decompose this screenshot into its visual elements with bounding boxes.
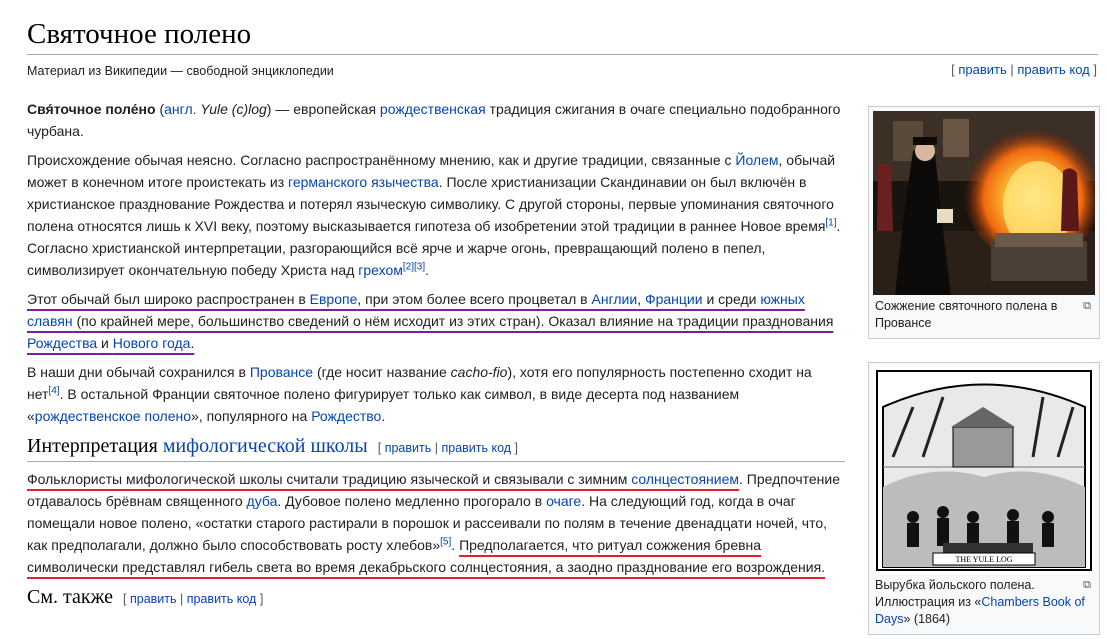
page-edit-links: [ править | править код ] <box>951 62 1097 77</box>
page-subtitle: Материал из Википедии — свободной энциклопедии <box>27 64 334 78</box>
link-buche-de-noel[interactable]: рождественское полено <box>34 408 192 424</box>
article-term: Свя́точное поле́но <box>27 101 156 117</box>
intro-paragraph: Свя́точное поле́но (англ. Yule (c)log) — европейская рождественская традиция сжигания в очаге специально подобранного чурбана. <box>27 101 841 139</box>
see-also-edit-code-link[interactable]: править код <box>186 592 257 606</box>
engraving-label: THE YULE LOG <box>955 555 1013 564</box>
link-yol[interactable]: Йолем <box>735 152 779 168</box>
link-france[interactable]: Франции <box>644 291 703 307</box>
ref-1[interactable]: [1] <box>825 217 837 229</box>
page-title: Святочное полено <box>27 18 252 50</box>
link-mythological-school[interactable]: мифологической школы <box>162 435 368 457</box>
photo-yule-log-burning[interactable] <box>873 111 1095 295</box>
title-divider <box>27 54 1098 55</box>
link-rozhdestvo[interactable]: Рождество <box>311 408 382 424</box>
link-solstice[interactable]: солнцестоянием <box>631 471 740 487</box>
yule-log-engraving <box>873 367 1095 574</box>
link-hearth[interactable]: очаге <box>546 493 582 509</box>
enlarge-icon[interactable]: ⧉ <box>1083 579 1091 591</box>
engraving-yule-log[interactable] <box>873 367 1095 574</box>
link-south-slavs[interactable]: южных славян <box>27 291 805 329</box>
link-sin[interactable]: грехом <box>358 262 403 278</box>
lang-link[interactable]: англ. <box>164 101 197 117</box>
link-germanic-paganism[interactable]: германского язычества <box>288 174 439 190</box>
figure-yule-log-burning <box>868 106 1100 339</box>
enlarge-icon[interactable]: ⧉ <box>1083 300 1091 312</box>
link-provence[interactable]: Провансе <box>249 364 314 380</box>
ref-4[interactable]: [4] <box>48 385 60 397</box>
link-christmas[interactable]: Рождества <box>27 335 98 351</box>
link-oak[interactable]: дуба <box>246 493 278 509</box>
section-heading-interpretation: Интерпретация мифологической школы [ править | править код ] <box>27 435 845 462</box>
edit-link[interactable]: править <box>958 62 1007 77</box>
link-chambers-book[interactable]: Chambers Book of Days <box>875 595 1085 626</box>
ref-3[interactable]: [3] <box>414 261 426 273</box>
link-europe[interactable]: Европе <box>309 291 358 307</box>
figure-caption: ⧉ Сожжение святочного полена в Провансе <box>875 299 1091 330</box>
link-new-year[interactable]: Нового года <box>112 335 191 351</box>
ref-5[interactable]: [5] <box>440 536 452 548</box>
see-also-edit-link[interactable]: править <box>129 592 177 606</box>
ref-2[interactable]: [2] <box>402 261 415 273</box>
origin-paragraph: Происхождение обычая неясно. Согласно распространённому мнению, как и другие традиции, связанные с Йолем, обычай может в конечном итоге проистекать из германского язычества. После христианизации Скандинавии он был включён в христианское празднование Рождества и потерял языческую символику. С другой стороны, первые упоминания святочного полена относятся лишь к XVI веку, поэтому высказывается гипотеза об изобретении этой традиции в раннее Новое время[1]. Согласно христианской интерпретации, разгорающийся всё ярче и жарче огонь, превращающий полено в пепел, символизирует окончательную победу Христа над грехом[2][3]. <box>27 152 841 278</box>
figure-yule-log-engraving <box>868 362 1100 635</box>
yule-log-photo <box>873 111 1095 295</box>
section-edit-link[interactable]: править <box>384 441 432 455</box>
section-heading-see-also: См. также [ править | править код ] <box>27 586 264 608</box>
link-england[interactable]: Англии <box>591 291 638 307</box>
link-rozhdestvenskaya[interactable]: рождественская <box>379 101 486 117</box>
article-body <box>27 98 845 618</box>
spread-paragraph: Этот обычай был широко распространен в Европе, при этом более всего процветал в Англии, Франции и среди южных славян (по крайней мере, большинство сведений о нём исходит из этих стран). Оказал влияние на традиции празднования Рождества и Нового года. <box>27 291 834 351</box>
figure-caption: ⧉ Вырубка йольского полена. Иллюстрация из «Chambers Book of Days» (1864) <box>875 578 1091 626</box>
edit-code-link[interactable]: править код <box>1017 62 1090 77</box>
modern-paragraph: В наши дни обычай сохранился в Провансе (где носит название cacho-fio), хотя его популярность постепенно сходит на нет[4]. В остальной Франции святочное полено фигурирует только как символ, в виде десерта под названием «рождественское полено», популярного на Рождество. <box>27 364 812 424</box>
section-edit-code-link[interactable]: править код <box>441 441 512 455</box>
interpretation-paragraph: Фольклористы мифологической школы считали традицию языческой и связывали с зимним солнцестоянием. Предпочтение отдавалось брёвнам священного дуба. Дубовое полено медленно прогорало в очаге. На следующий год, когда в очаг помещали новое полено, «остатки старого растирали в порошок и рассеивали по полям в течение двенадцати ночей, что, как предполагали, должно было способствовать росту хлебов»[5]. Предполагается, что ритуал сожжения бревна символически представлял гибель света во время декабрьского солнцестояния, а заодно празднование его возрождения. <box>27 471 841 575</box>
